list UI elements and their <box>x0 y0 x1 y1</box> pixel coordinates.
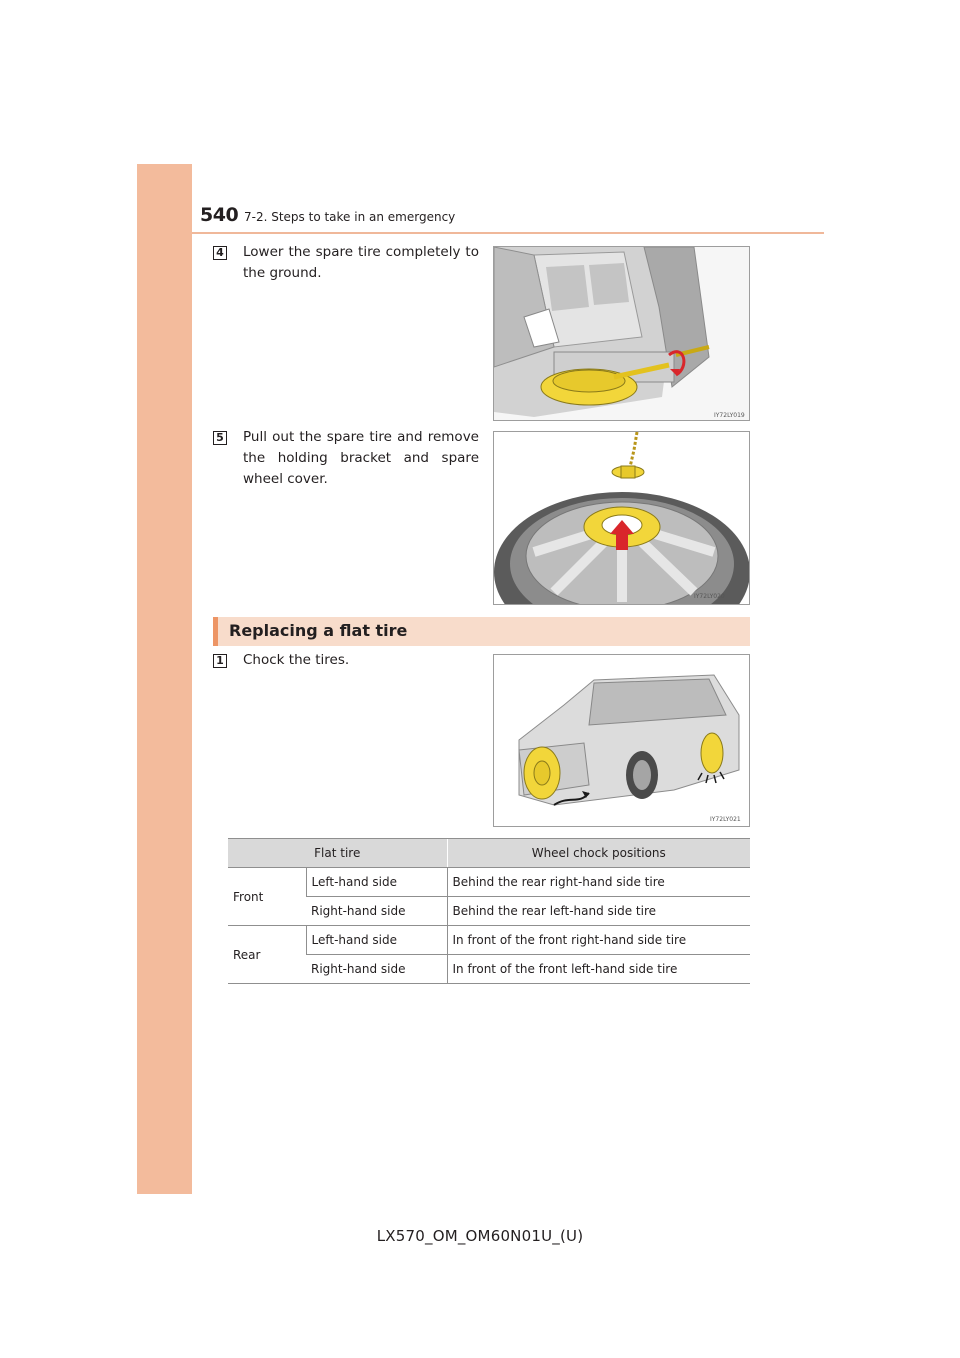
step-5-text: Pull out the spare tire and remove the holding bracket and spare wheel cover. <box>243 429 479 487</box>
figure-code-4: IY72LY019 <box>714 412 745 419</box>
chapter-side-tab <box>137 164 192 1194</box>
step-number-4: 4 <box>213 246 227 260</box>
document-code: LX570_OM_OM60N01U_(U) <box>376 1227 584 1245</box>
step-1-text: Chock the tires. <box>243 652 350 668</box>
table-row <box>228 926 750 955</box>
section-title: Replacing a flat tire <box>229 621 408 640</box>
step-number-1: 1 <box>213 654 227 668</box>
illustration-lower-spare-tire <box>493 246 750 421</box>
table-cell-position: In front of the front right-hand side tire <box>447 926 750 955</box>
table-cell-side: Right-hand side <box>306 955 447 984</box>
table-cell-side: Left-hand side <box>306 926 447 955</box>
illustration-spare-tire-bracket <box>493 431 750 605</box>
table-row <box>228 868 750 897</box>
section-header <box>213 617 750 646</box>
col-header-flat-tire: Flat tire <box>228 839 447 868</box>
col-header-wheel-chock-positions: Wheel chock positions <box>447 839 750 868</box>
wheel-chock-table <box>228 838 750 984</box>
table-cell-position: In front of the front left-hand side tire <box>447 955 750 984</box>
table-cell-side: Left-hand side <box>306 868 447 897</box>
figure-code-1: IY72LY021 <box>710 816 741 823</box>
table-cell-side: Right-hand side <box>306 897 447 926</box>
group-label-rear: Rear <box>228 926 306 984</box>
table-cell-position: Behind the rear right-hand side tire <box>447 868 750 897</box>
group-label-front: Front <box>228 868 306 926</box>
page-number: 540 <box>200 204 239 226</box>
table-header-row <box>228 839 750 868</box>
illustration-chock-tires <box>493 654 750 827</box>
figure-code-5: IY72LY020 <box>694 593 725 600</box>
table-row <box>228 897 750 926</box>
table-row <box>228 955 750 984</box>
table-cell-position: Behind the rear left-hand side tire <box>447 897 750 926</box>
step-4-text: Lower the spare tire completely to the ground. <box>243 244 479 281</box>
header-rule <box>192 232 824 234</box>
chapter-title: 7-2. Steps to take in an emergency <box>244 210 456 224</box>
step-number-5: 5 <box>213 431 227 445</box>
